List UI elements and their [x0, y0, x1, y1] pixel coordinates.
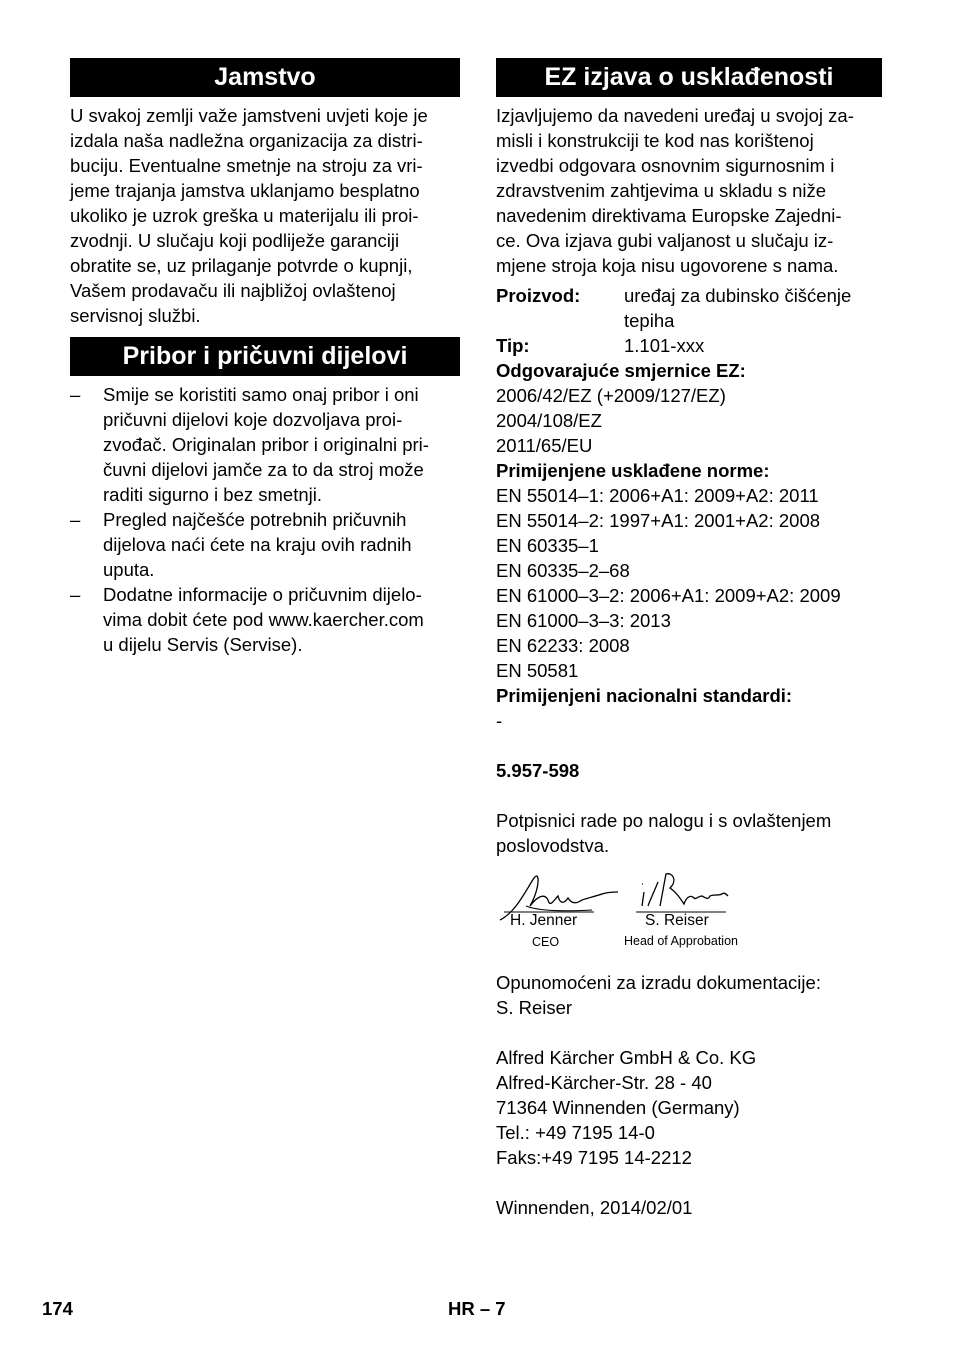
- text-line: navedenim direktivama Europske Zajedni-: [496, 205, 842, 226]
- warranty-text: [70, 103, 460, 328]
- text-line: izdala naša nadležna organizacija za distri-: [70, 130, 423, 151]
- text-line: misli i konstrukciji te kod nas korištenoj: [496, 130, 814, 151]
- norm-item: EN 55014–1: 2006+A1: 2009+A2: 2011: [496, 485, 819, 506]
- type-label: Tip:: [496, 335, 530, 356]
- text-line: tepiha: [624, 310, 675, 331]
- authorized-text-line: S. Reiser: [496, 997, 573, 1018]
- text-line: zvođač. Originalan pribor i originalni pri-: [103, 434, 429, 455]
- norm-item: EN 60335–2–68: [496, 560, 630, 581]
- norm-item: EN 62233: 2008: [496, 635, 630, 656]
- text-line: dijelova naći ćete na kraju ovih radnih: [103, 534, 412, 555]
- document-number: 5.957-598: [496, 760, 580, 781]
- product-label: Proizvod:: [496, 285, 581, 306]
- norm-item: EN 60335–1: [496, 535, 599, 556]
- text-line: uputa.: [103, 559, 155, 580]
- signer-role: CEO: [532, 935, 560, 949]
- text-line: izvedbi odgovara osnovnim sigurnosnim i: [496, 155, 835, 176]
- place-date: Winnenden, 2014/02/01: [496, 1197, 693, 1218]
- text-line: servisnoj službi.: [70, 305, 201, 326]
- text-line: mjene stroja koja nisu ugovorene s nama.: [496, 255, 839, 276]
- directives-label: Odgovarajuće smjernice EZ:: [496, 360, 746, 381]
- type-row: [496, 333, 882, 358]
- text-line: zvodnji. U slučaju koji podliježe garanciji: [70, 230, 400, 251]
- page-number: 174: [42, 1298, 73, 1319]
- left-column: [70, 58, 460, 657]
- list-item: [70, 582, 460, 657]
- warranty-heading: Jamstvo: [70, 58, 460, 97]
- text-line: pričuvni dijelovi koje dozvoljava proi-: [103, 409, 403, 430]
- parts-heading: Pribor i pričuvni dijelovi: [70, 337, 460, 376]
- text-line: čuvni dijelovi jamče za to da stroj može: [103, 459, 424, 480]
- type-value: 1.101-xxx: [624, 335, 705, 356]
- directive-item: 2006/42/EZ (+2009/127/EZ): [496, 385, 726, 406]
- section-marker: HR – 7: [448, 1298, 506, 1319]
- authorized-text-line: Opunomoćeni za izradu dokumentacije:: [496, 972, 821, 993]
- national-standards-value: -: [496, 710, 503, 731]
- dash-marker: –: [70, 584, 81, 605]
- signatories-text-line: poslovodstva.: [496, 835, 610, 856]
- signature-block: [496, 870, 882, 970]
- signer-role: Head of Approbation: [624, 934, 738, 948]
- parts-list: [70, 382, 460, 657]
- list-item: [70, 507, 460, 582]
- address-line: Alfred-Kärcher-Str. 28 - 40: [496, 1072, 712, 1093]
- signer-name: H. Jenner: [510, 912, 578, 929]
- national-standards-label: Primijenjeni nacionalni standardi:: [496, 685, 793, 706]
- signer-name: S. Reiser: [645, 912, 709, 929]
- address-line: Tel.: +49 7195 14-0: [496, 1122, 655, 1143]
- text-line: U svakoj zemlji važe jamstveni uvjeti koje je: [70, 105, 428, 126]
- norm-item: EN 61000–3–3: 2013: [496, 610, 671, 631]
- norm-item: EN 50581: [496, 660, 579, 681]
- text-line: uređaj za dubinsko čišćenje: [624, 285, 852, 306]
- dash-marker: –: [70, 384, 81, 405]
- text-line: Smije se koristiti samo onaj pribor i oni: [103, 384, 419, 405]
- signatories-text-line: Potpisnici rade po nalogu i s ovlaštenjem: [496, 810, 832, 831]
- text-line: buciju. Eventualne smetnje na stroju za vri-: [70, 155, 423, 176]
- text-line: vima dobit ćete pod www.kaercher.com: [103, 609, 424, 630]
- text-line: Pregled najčešće potrebnih pričuvnih: [103, 509, 407, 530]
- text-line: Vašem prodavaču ili najbližoj ovlaštenoj: [70, 280, 396, 301]
- address-line: Alfred Kärcher GmbH & Co. KG: [496, 1047, 757, 1068]
- text-line: obratite se, uz prilaganje potvrde o kupnji,: [70, 255, 413, 276]
- norm-item: EN 55014–2: 1997+A1: 2001+A2: 2008: [496, 510, 821, 531]
- product-value: [624, 283, 851, 333]
- directive-item: 2011/65/EU: [496, 435, 593, 456]
- text-line: ce. Ova izjava gubi valjanost u slučaju iz-: [496, 230, 834, 251]
- declaration-intro: [496, 103, 882, 278]
- list-item: [70, 382, 460, 507]
- address-line: 71364 Winnenden (Germany): [496, 1097, 740, 1118]
- text-line: Dodatne informacije o pričuvnim dijelo-: [103, 584, 422, 605]
- text-line: Izjavljujemo da navedeni uređaj u svojoj za-: [496, 105, 854, 126]
- norms-label: Primijenjene usklađene norme:: [496, 460, 770, 481]
- text-line: u dijelu Servis (Servise).: [103, 634, 303, 655]
- right-column: [496, 58, 882, 1220]
- text-line: zdravstvenim zahtjevima u skladu s niže: [496, 180, 827, 201]
- product-row: [496, 283, 882, 333]
- norm-item: EN 61000–3–2: 2006+A1: 2009+A2: 2009: [496, 585, 841, 606]
- text-line: raditi sigurno i bez smetnji.: [103, 484, 323, 505]
- address-line: Faks:+49 7195 14-2212: [496, 1147, 692, 1168]
- text-line: jeme trajanja jamstva uklanjamo besplatno: [70, 180, 420, 201]
- text-line: ukoliko je uzrok greška u materijalu ili proi-: [70, 205, 419, 226]
- dash-marker: –: [70, 509, 81, 530]
- declaration-heading: EZ izjava o usklađenosti: [496, 58, 882, 97]
- directive-item: 2004/108/EZ: [496, 410, 602, 431]
